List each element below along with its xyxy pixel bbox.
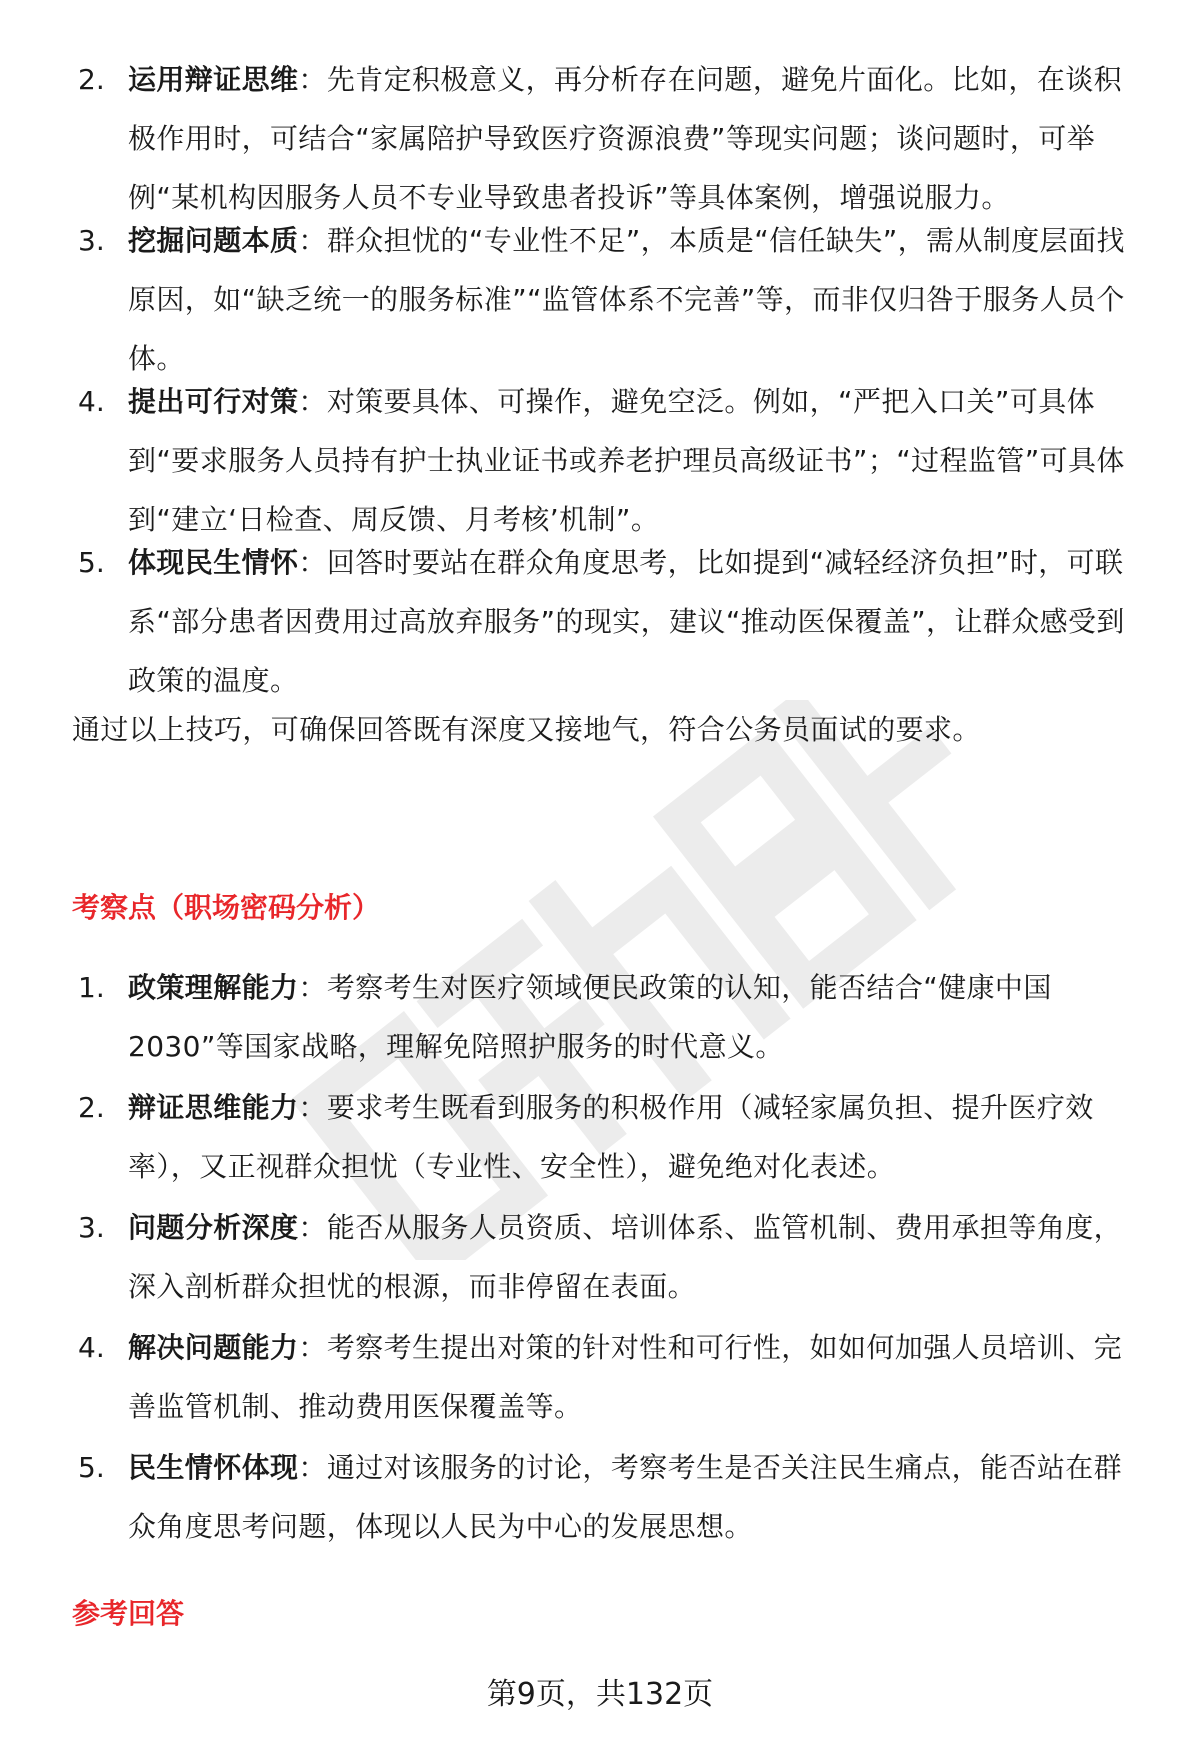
item-number: 4.: [78, 385, 105, 418]
item-separator: ：: [298, 1451, 327, 1484]
item-separator: ：: [298, 1211, 327, 1244]
item-text: 能否从服务人员资质、培训体系、监管机制、费用承担等角度，深入剖析群众担忧的根源，而非停留在表面。: [128, 1211, 1123, 1303]
list-item: [0, 1198, 1200, 1318]
item-label: 政策理解能力: [128, 971, 299, 1004]
item-separator: ：: [298, 1091, 327, 1124]
item-text: 先肯定积极意义，再分析存在问题，避免片面化。比如，在谈积极作用时，可结合“家属陪护导致医疗资源浪费”等现实问题；谈问题时，可举例“某机构因服务人员不专业导致患者投诉”等具体案例，增强说服力。: [128, 63, 1123, 214]
item-number: 1.: [78, 971, 105, 1004]
item-label: 体现民生情怀: [128, 546, 299, 579]
item-number: 5.: [78, 1451, 105, 1484]
analysis-list: [0, 958, 1200, 1558]
item-number: 2.: [78, 63, 105, 96]
list-item: [0, 1078, 1200, 1198]
item-number: 2.: [78, 1091, 105, 1124]
list-item: [0, 1438, 1200, 1558]
section-heading-analysis: 考察点（职场密码分析）: [72, 891, 381, 924]
item-text: 通过对该服务的讨论，考察考生是否关注民生痛点，能否站在群众角度思考问题，体现以人民为中心的发展思想。: [128, 1451, 1123, 1543]
list-item: [0, 1318, 1200, 1438]
section-heading-reference: 参考回答: [72, 1597, 185, 1630]
list-item: [0, 958, 1200, 1078]
item-text: 要求考生既看到服务的积极作用（减轻家属负担、提升医疗效率），又正视群众担忧（专业性、安全性），避免绝对化表述。: [128, 1091, 1094, 1183]
item-number: 4.: [78, 1331, 105, 1364]
item-number: 3.: [78, 1211, 105, 1244]
summary-paragraph: 通过以上技巧，可确保回答既有深度又接地气，符合公务员面试的要求。: [72, 713, 981, 746]
item-label: 民生情怀体现: [128, 1451, 299, 1484]
list-item: [0, 50, 1200, 214]
page-number-footer: 第9页，共132页: [486, 1677, 714, 1712]
item-separator: ：: [298, 546, 327, 579]
item-text: 考察考生对医疗领域便民政策的认知，能否结合“健康中国2030”等国家战略，理解免陪照护服务的时代意义。: [128, 971, 1052, 1063]
item-text: 回答时要站在群众角度思考，比如提到“减轻经济负担”时，可联系“部分患者因费用过高放弃服务”的现实，建议“推动医保覆盖”，让群众感受到政策的温度。: [128, 546, 1125, 697]
item-label: 辩证思维能力: [128, 1091, 299, 1124]
item-number: 3.: [78, 224, 105, 257]
item-label: 运用辩证思维: [128, 63, 299, 96]
item-label: 解决问题能力: [128, 1331, 299, 1364]
item-text: 考察考生提出对策的针对性和可行性，如如何加强人员培训、完善监管机制、推动费用医保覆盖等。: [128, 1331, 1123, 1423]
item-label: 问题分析深度: [128, 1211, 299, 1244]
tips-list: [0, 50, 1200, 697]
item-separator: ：: [298, 385, 327, 418]
item-text: 群众担忧的“专业性不足”，本质是“信任缺失”，需从制度层面找原因，如“缺乏统一的服务标准”“监管体系不完善”等，而非仅归咎于服务人员个体。: [128, 224, 1125, 375]
list-item: [0, 211, 1200, 375]
item-separator: ：: [298, 971, 327, 1004]
item-text: 对策要具体、可操作，避免空泛。例如，“严把入口关”可具体到“要求服务人员持有护士执业证书或养老护理员高级证书”；“过程监管”可具体到“建立‘日检查、周反馈、月考核’机制”。: [128, 385, 1125, 536]
item-separator: ：: [298, 63, 327, 96]
list-item: [0, 533, 1200, 697]
item-label: 挖掘问题本质: [128, 224, 299, 257]
item-separator: ：: [298, 224, 327, 257]
item-separator: ：: [298, 1331, 327, 1364]
item-number: 5.: [78, 546, 105, 579]
list-item: [0, 372, 1200, 536]
item-label: 提出可行对策: [128, 385, 299, 418]
